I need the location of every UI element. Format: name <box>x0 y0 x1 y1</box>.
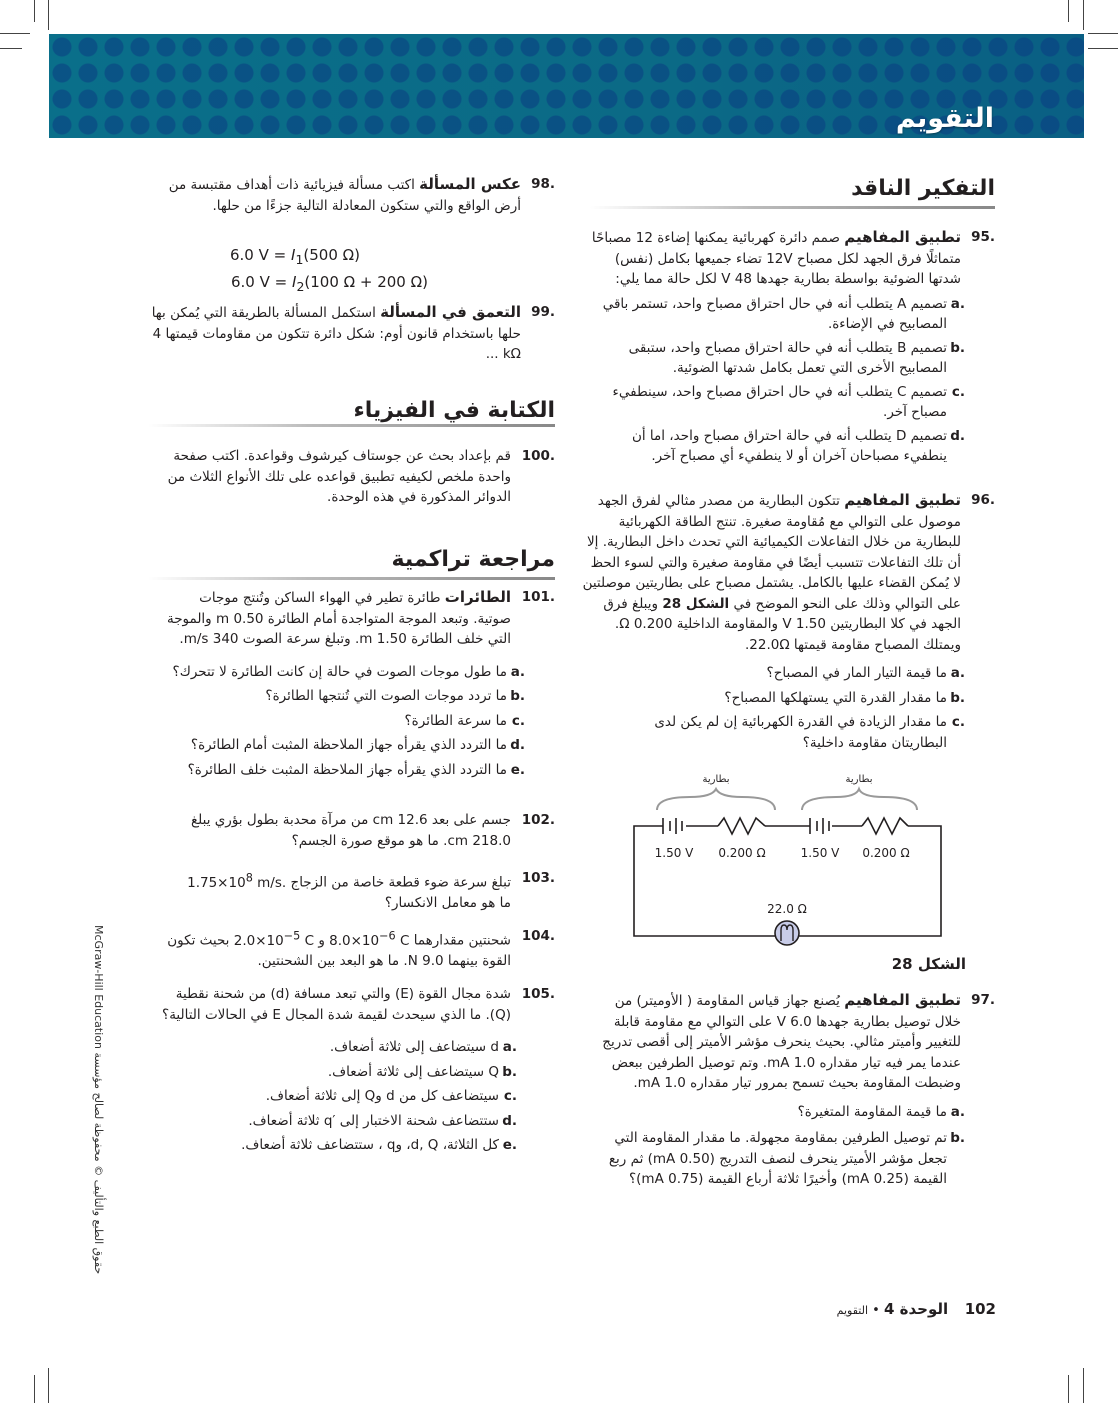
question-text: صمم دائرة كهربائية يمكنها إضاءة 12 مصباحًا متماثلًا فرق الجهد لكل مصباح 12V تضاء جميعها بكامل (نفس) شدتها الضوئية بواسطة بطارية جهدها 48 V لكل حالة مما يلي: <box>591 230 961 287</box>
header-banner <box>49 34 1084 138</box>
item-text: تصميم D يتطلب أنه في حالة احتراق مصباح واحد، اما أن ينطفيء مصباحان آخران أو لا ينطفيء أي مصباح آخر. <box>631 427 947 464</box>
battery-label: بطارية <box>845 774 873 785</box>
circuit-wire <box>634 826 941 936</box>
item-label: a. <box>950 1103 965 1120</box>
question-text: تبلغ سرعة ضوء قطعة خاصة من الزجاج <box>290 874 511 891</box>
item-text: ما مقدار الزيادة في القدرة الكهربائية إن لم يكن لدى البطاريتان مقاومة داخلية؟ <box>654 714 947 751</box>
bulb-resistance-label: 22.0 Ω <box>767 902 807 916</box>
question-title: عكس المسألة <box>419 175 521 193</box>
crop-mark <box>48 1368 49 1403</box>
item-text: Q سيتضاعف إلى ثلاثة أضعاف. <box>327 1063 499 1080</box>
question-96 <box>580 490 995 753</box>
charge-2 <box>233 929 315 949</box>
eq-lhs: 6.0 V = <box>231 273 292 291</box>
conjunction: و <box>318 932 325 949</box>
question-number: 100. <box>521 448 555 464</box>
question-number: 96. <box>971 492 995 508</box>
item-text: تصميم B يتطلب أنه في حالة احتراق مصباح واحد، ستبقى المصابيح الأخرى التي تعمل بكامل شدتها الضوئية. <box>628 339 947 376</box>
resistance-label: 0.200 Ω <box>718 846 766 860</box>
copyright-notice: McGraw-Hill Education حقوق الطبع والتأليف © محفوظة لصالح مؤسسة <box>92 925 105 1275</box>
quantity-exponent: −5 <box>283 929 301 942</box>
brace-1 <box>657 789 775 810</box>
item-label: d. <box>502 1112 517 1129</box>
item-text: ما سرعة الطائرة؟ <box>404 712 507 729</box>
question-text: شحنتين مقدارهما <box>413 932 511 949</box>
sub-item <box>595 1128 965 1190</box>
crop-mark <box>0 48 22 49</box>
question-104 <box>150 926 555 972</box>
sub-item <box>585 294 965 335</box>
sub-item <box>595 1102 965 1123</box>
crop-mark <box>1068 1375 1069 1403</box>
sub-item <box>150 760 525 781</box>
sub-item <box>150 686 525 707</box>
question-number: 102. <box>521 812 555 828</box>
sub-item <box>580 663 965 684</box>
eq-rhs: (100 Ω + 200 Ω) <box>304 273 428 291</box>
question-title: تطبيق المفاهيم <box>844 991 961 1009</box>
page-footer <box>837 1300 996 1318</box>
quantity-value: 1.75×10 <box>187 874 246 891</box>
item-label: a. <box>950 665 965 681</box>
item-label: c. <box>951 714 965 730</box>
item-text: ما التردد الذي يقرأه جهاز الملاحظة المثبت أمام الطائرة؟ <box>190 737 507 753</box>
equation-2 <box>231 273 428 294</box>
figure-caption: الشكل 28 <box>891 955 966 973</box>
sub-item <box>627 712 965 753</box>
divider <box>148 577 555 580</box>
question-text: قم بإعداد بحث عن جوستاف كيرشوف وقواعدة. اكتب صفحة واحدة ملخص لكيفيه تطبيق قواعده على تلك الأنواع الثلاث من الدوائر المذكورة في هذه الوحدة. <box>167 448 511 505</box>
question-title: التعمق في المسألة <box>380 303 521 321</box>
question-text: بحيث تكون القوة بينهما 9.0 N. ما هو البعد بين الشحنتين. <box>167 932 511 969</box>
eq-sub: 2 <box>296 279 305 294</box>
bulb-icon <box>775 921 799 945</box>
crop-mark <box>34 1375 35 1403</box>
sub-item <box>150 1086 517 1107</box>
question-text: جسم على بعد 12.6 cm من مرآة محدبة بطول بؤري يبلغ 218.0 cm. ما هو موقع صورة الجسم؟ <box>190 812 511 849</box>
battery-2 <box>810 818 829 834</box>
question-103 <box>150 868 555 914</box>
divider <box>590 206 995 209</box>
brace-2 <box>802 789 917 810</box>
question-98 <box>150 174 555 216</box>
question-number: 104. <box>521 928 555 944</box>
crop-mark <box>1083 1368 1084 1403</box>
quantity-unit: C <box>395 932 410 949</box>
question-text: ويبلغ فرق الجهد في كلا البطاريتين 1.50 V والمقاومة الداخلية 0.200 Ω. ويمتلك المصباح مقاومة قيمتها 22.0Ω. <box>603 595 961 653</box>
resistance-label: 0.200 Ω <box>862 846 910 860</box>
quantity-value: 8.0×10 <box>329 932 380 949</box>
section-heading-critical-thinking: التفكير الناقد <box>851 176 995 201</box>
question-text: ما هو معامل الانكسار؟ <box>384 895 511 911</box>
question-101 <box>160 587 555 780</box>
item-text: ستتضاعف شحنة الاختبار إلى ′q ثلاثة أضعاف. <box>248 1112 499 1129</box>
item-label: c. <box>951 383 965 400</box>
item-label: d. <box>950 427 965 444</box>
voltage-label: 1.50 V <box>800 846 840 860</box>
item-label: e. <box>510 761 525 778</box>
item-text: كل الثلاثة، d, Q، وq ، ستتضاعف ثلاثة أضعاف. <box>241 1137 499 1153</box>
item-label: a. <box>510 663 525 680</box>
crop-mark <box>34 0 35 22</box>
resistor-2 <box>862 818 908 834</box>
question-number: 99. <box>531 304 555 320</box>
sub-item <box>150 662 525 683</box>
question-number: 105. <box>521 986 555 1002</box>
question-text: تتكون البطارية من مصدر مثالي لفرق الجهد موصول على التوالي مع مُقاومة صغيرة. تنتج الطاقة الكهربائية للبطارية من خلال التفاعلات الكيميائية التي تحدث داخل البطارية. إلا أن تلك التفاعلات تتسبب أيضًا في مقاومة صغيرة والتي لسوء الحظ لا يُمكن القضاء عليها بالكامل. يشتمل مصباح على بطاريتين موصلتين على التوالي وذلك على النحو الموضح في <box>582 493 961 612</box>
question-text: استكمل المسألة بالطريقة التي يُمكن بها حلها باستخدام قانون أوم: شكل دائرة تتكون من مقاومات قيمتها 4 kΩ ... <box>151 305 521 362</box>
quantity-exponent: −6 <box>379 929 396 942</box>
section-heading-review: مراجعة تراكمية <box>391 547 555 572</box>
bullet: • <box>872 1303 880 1318</box>
divider <box>148 424 555 427</box>
item-label: b. <box>950 339 965 356</box>
item-label: b. <box>510 688 525 704</box>
quantity <box>187 871 287 891</box>
crop-mark <box>0 33 30 34</box>
crop-mark <box>1088 48 1118 49</box>
item-text: ما مقدار القدرة التي يستهلكها المصباح؟ <box>724 689 947 706</box>
sub-item <box>150 1037 517 1058</box>
item-text: d سيتضاعف إلى ثلاثة أضعاف. <box>329 1039 499 1055</box>
eq-var: I <box>292 273 297 291</box>
sub-item <box>585 382 965 423</box>
question-text: طائرة تطير في الهواء الساكن وتُنتج موجات صوتية. وتبعد الموجة المتواجدة أمام الطائرة 0.50 m والموجة التي خلف الطائرة 1.50 m. وتبلغ سرعة الصوت 340 m/s. <box>166 590 511 647</box>
item-text: تم توصيل الطرفين بمقاومة مجهولة. ما مقدار المقاومة التي تجعل مؤشر الأميتر ينحرف لنصف التدريج (0.50 mA) ثم ربع القيمة (0.25 mA) وأخيرًا ثلاثة أرباع القيمة (0.75 mA)؟ <box>608 1130 947 1187</box>
crop-mark <box>1088 33 1118 34</box>
item-label: a. <box>502 1039 517 1055</box>
crop-mark <box>1083 0 1084 30</box>
item-text: ما التردد الذي يقرأه جهاز الملاحظة المثبت خلف الطائرة؟ <box>187 761 507 778</box>
item-label: e. <box>502 1137 517 1153</box>
question-number: 101. <box>521 589 555 605</box>
item-label: d. <box>510 737 525 753</box>
eq-rhs: (500 Ω) <box>303 246 360 264</box>
sub-item <box>150 1135 517 1156</box>
sub-item <box>150 1111 517 1132</box>
sub-item <box>150 711 525 732</box>
item-text: ما تردد موجات الصوت التي تُنتجها الطائرة؟ <box>265 688 507 704</box>
question-title: تطبيق المفاهيم <box>844 491 961 509</box>
section-label: التقويم <box>836 1304 869 1317</box>
question-number: 95. <box>971 229 995 245</box>
sub-item <box>150 1062 517 1083</box>
eq-var: I <box>291 246 296 264</box>
item-label: b. <box>950 1130 965 1146</box>
item-text: تصميم A يتطلب أنه في حال احتراق مصباح واحد، تستمر باقي المصابيح في الإضاءة. <box>602 295 947 332</box>
sub-item <box>585 338 965 379</box>
equation-1 <box>230 246 360 267</box>
crop-mark <box>48 0 49 30</box>
item-label: c. <box>503 1088 517 1104</box>
item-text: ما قيمة المقاومة المتغيرة؟ <box>797 1103 947 1120</box>
quantity-value: 2.0×10 <box>233 932 284 949</box>
quantity-unit: m/s. <box>252 874 287 891</box>
quantity-unit: C <box>300 932 315 949</box>
question-97 <box>595 990 995 1190</box>
question-text: يُصنع جهاز قياس المقاومة ( الأوميتر) من خلال توصيل بطارية جهدها 6.0 V على التوالي مع مقاومة قابلة للتغيير وأميتر مثالي. بحيث ينحرف مؤشر الأميتر إلى أقصى تدريج عندما يمر فيه تيار مقداره 1.0 mA. وتم توصيل الطرفين ببعض وضبطت المقاومة بحيث تسمح بمرور تيار مقداره 1.0 mA. <box>602 993 961 1091</box>
page-number: 102 <box>964 1300 996 1318</box>
item-text: ما قيمة التيار المار في المصباح؟ <box>766 665 947 681</box>
sub-item <box>150 735 525 756</box>
item-text: ما طول موجات الصوت في حالة إن كانت الطائرة لا تتحرك؟ <box>172 663 507 680</box>
circuit-figure <box>620 760 960 950</box>
question-text: شدة مجال القوة (E) والتي تبعد مسافة (d) من شحنة نقطية (Q). ما الذي سيحدث لقيمة شدة المجال E في الحالات التالية؟ <box>162 986 511 1023</box>
item-text: تصميم C يتطلب أنه في حال احتراق مصباح واحد، سينطفيء مصباح آخر. <box>612 383 947 420</box>
crop-mark <box>1068 0 1069 22</box>
unit-label: الوحدة 4 <box>883 1300 949 1318</box>
item-label: c. <box>511 712 525 729</box>
question-100 <box>150 446 555 508</box>
eq-sub: 1 <box>295 252 304 267</box>
figure-reference: الشكل 28 <box>662 595 730 612</box>
chapter-title: التقويم <box>895 103 994 134</box>
eq-lhs: 6.0 V = <box>230 246 291 264</box>
quantity-exponent: 8 <box>245 871 253 884</box>
question-105 <box>150 984 555 1156</box>
question-95 <box>585 227 995 467</box>
sub-item <box>580 688 965 709</box>
item-label: a. <box>950 295 965 312</box>
battery-1 <box>663 818 682 834</box>
question-number: 98. <box>531 176 555 192</box>
question-99 <box>150 302 555 365</box>
charge-1 <box>329 929 410 949</box>
question-title: تطبيق المفاهيم <box>844 228 961 246</box>
battery-label: بطارية <box>702 774 730 785</box>
item-label: b. <box>502 1063 517 1080</box>
item-text: سيتضاعف كل من d وQ إلى ثلاثة أضعاف. <box>265 1088 499 1104</box>
item-label: b. <box>950 689 965 706</box>
question-number: 103. <box>521 870 555 886</box>
voltage-label: 1.50 V <box>654 846 694 860</box>
question-102 <box>160 810 555 851</box>
section-heading-writing: الكتابة في الفيزياء <box>353 398 555 423</box>
question-number: 97. <box>971 992 995 1008</box>
question-title: الطائرات <box>444 588 511 606</box>
question-text: اكتب مسألة فيزيائية ذات أهداف مقتبسة من أرض الواقع والتي ستكون المعادلة التالية جزءًا من حلها. <box>168 177 521 214</box>
resistor-1 <box>718 818 765 834</box>
sub-item <box>585 426 965 467</box>
